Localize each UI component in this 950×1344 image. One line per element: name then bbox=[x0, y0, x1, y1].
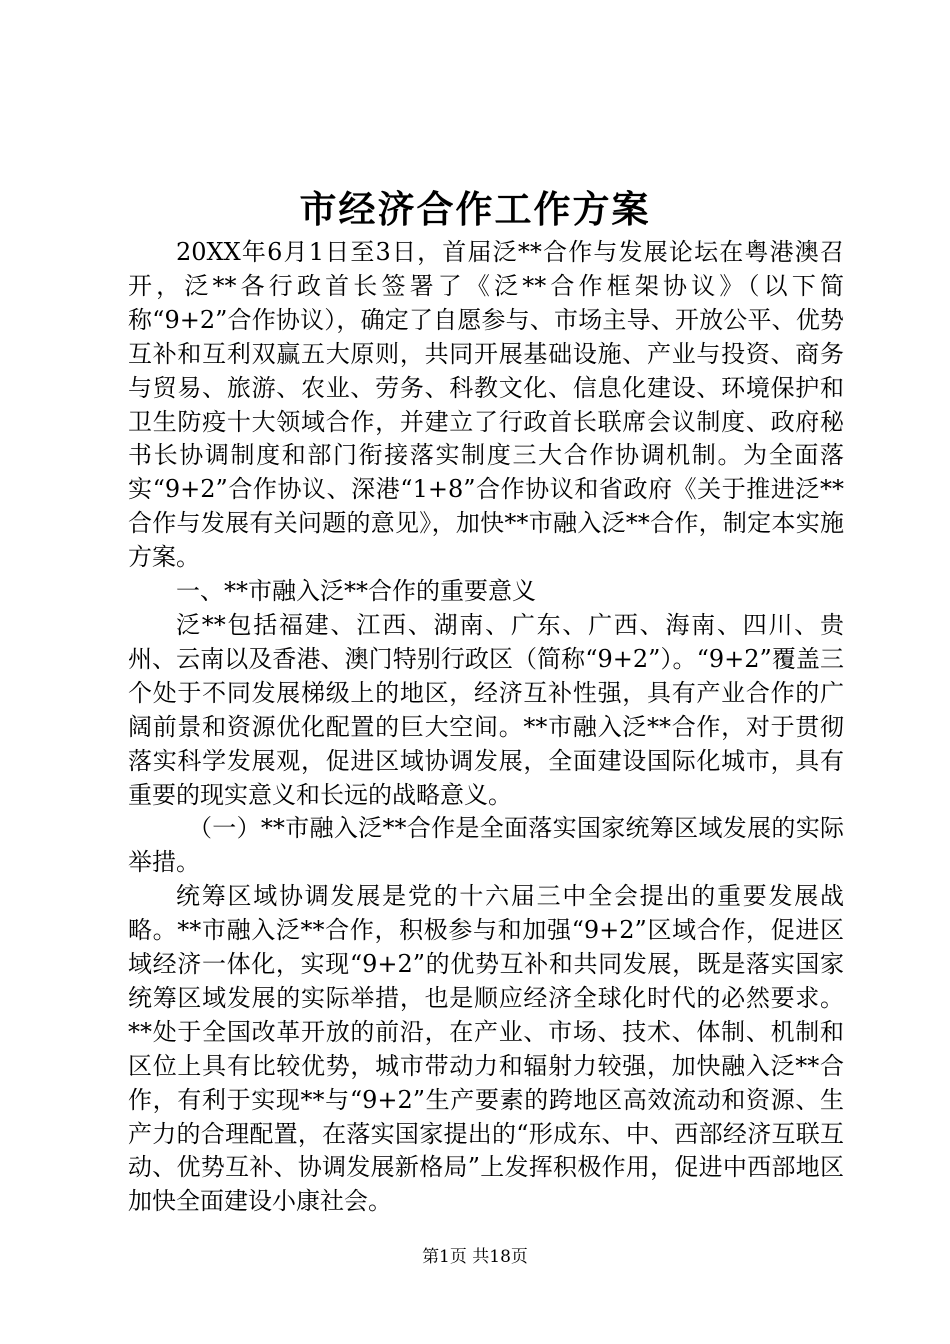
document-body bbox=[128, 236, 844, 1219]
subsection-heading-1: （一）**市融入泛**合作是全面落实国家统筹区域发展的实际举措。 bbox=[128, 814, 844, 877]
paragraph-scope: 泛**包括福建、江西、湖南、广东、广西、海南、四川、贵州、云南以及香港、澳门特别行政区（简称“9+2”）。“9+2”覆盖三个处于不同发展梯级上的地区，经济互补性强，具有产业合作的广阔前景和资源优化配置的巨大空间。**市融入泛**合作，对于贯彻落实科学发展观，促进区域协调发展，全面建设国际化城市，具有重要的现实意义和长远的战略意义。 bbox=[128, 610, 844, 809]
section-heading-1: 一、**市融入泛**合作的重要意义 bbox=[176, 577, 536, 606]
page-number-footer: 第1页 共18页 bbox=[422, 1247, 528, 1267]
paragraph-strategy: 统筹区域协调发展是党的十六届三中全会提出的重要发展战略。**市融入泛**合作，积极参与和加强“9+2”区域合作，促进区域经济一体化，实现“9+2”的优势互补和共同发展，既是落实国家统筹区域发展的实际举措，也是顺应经济全球化时代的必然要求。**处于全国改革开放的前沿，在产业、市场、技术、体制、机制和区位上具有比较优势，城市带动力和辐射力较强，加快融入泛**合作，有利于实现**与“9+2”生产要素的跨地区高效流动和资源、生产力的合理配置，在落实国家提出的“形成东、中、西部经济互联互动、优势互补、协调发展新格局”上发挥积极作用，促进中西部地区加快全面建设小康社会。 bbox=[128, 882, 844, 1216]
paragraph-intro: 20XX年6月1日至3日，首届泛**合作与发展论坛在粤港澳召开，泛**各行政首长签署了《泛**合作框架协议》（以下简称“9+2”合作协议），确定了自愿参与、市场主导、开放公平、优势互补和互利双赢五大原则，共同开展基础设施、产业与投资、商务与贸易、旅游、农业、劳务、科教文化、信息化建设、环境保护和卫生防疫十大领域合作，并建立了行政首长联席会议制度、政府秘书长协调制度和部门衔接落实制度三大合作协调机制。为全面落实“9+2”合作协议、深港“1+8”合作协议和省政府《关于推进泛**合作与发展有关问题的意见》，加快**市融入泛**合作，制定本实施方案。 bbox=[128, 238, 844, 572]
document-title: 市经济合作工作方案 bbox=[299, 188, 651, 231]
